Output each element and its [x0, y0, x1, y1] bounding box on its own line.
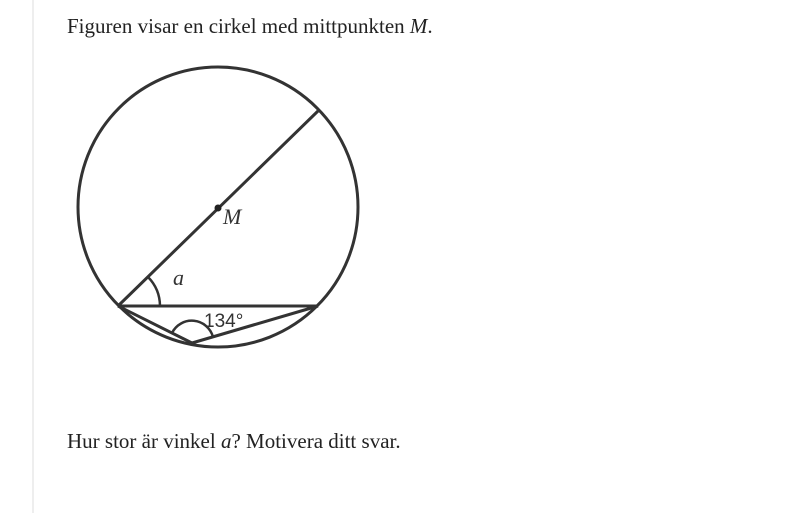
angle-a-arc: [148, 277, 160, 306]
question-text: [67, 428, 401, 454]
center-label: M: [223, 204, 242, 229]
intro-text-start: Figuren visar en cirkel med mittpunkten: [67, 14, 410, 38]
intro-point-label: M: [409, 14, 428, 38]
ask-text-end: ? Motivera ditt svar.: [231, 429, 401, 453]
given-angle-label: 134°: [204, 311, 244, 332]
angle-a-label: a: [173, 265, 184, 290]
ask-text-start: Hur stor är vinkel: [67, 429, 221, 453]
ask-variable: a: [220, 429, 232, 453]
intro-text-end: .: [427, 14, 433, 38]
center-point: [215, 205, 222, 212]
